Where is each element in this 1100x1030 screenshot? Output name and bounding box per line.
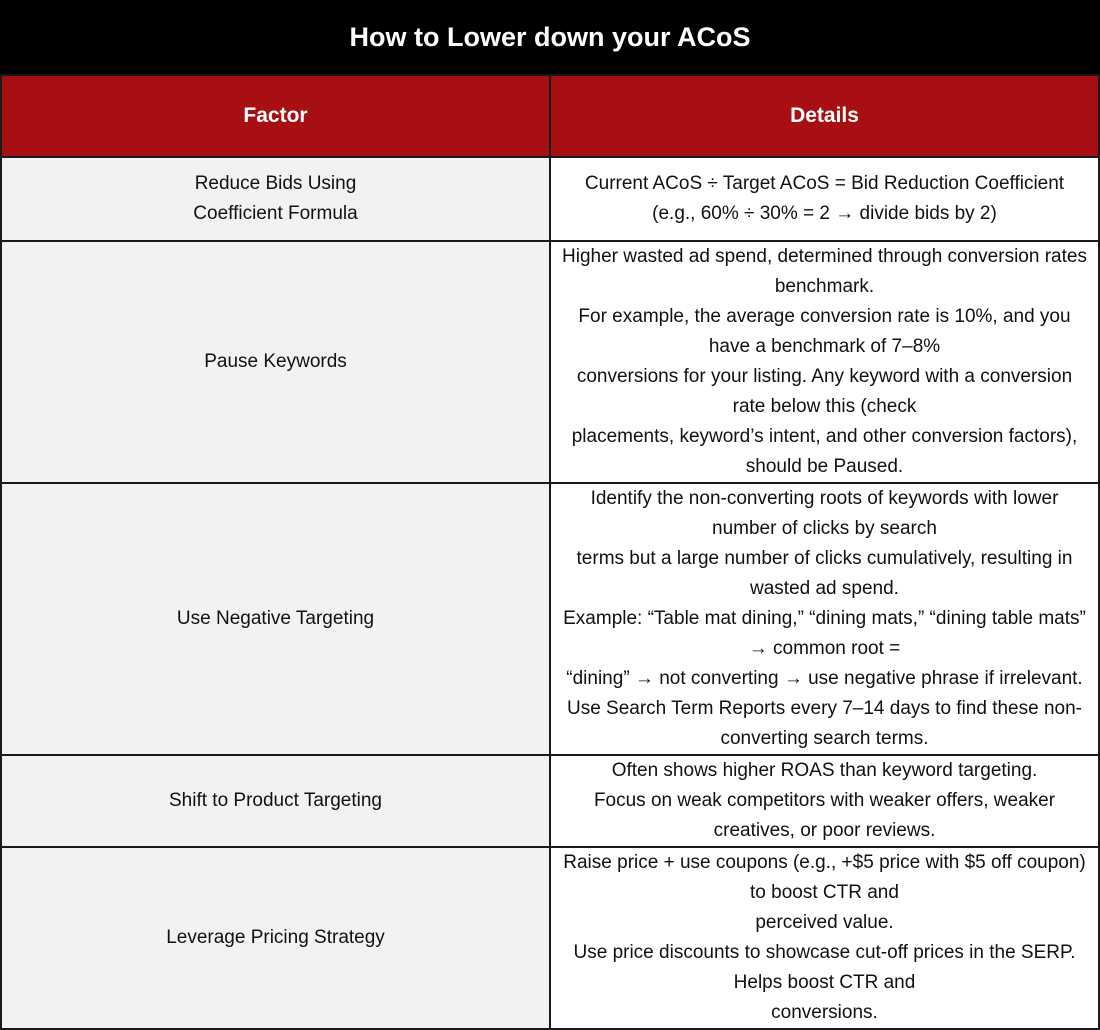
details-cell [550, 755, 1099, 847]
table-row [1, 157, 1099, 241]
factor-line: Use Negative Targeting [176, 608, 375, 629]
table-header-row [1, 75, 1099, 157]
factor-line: Reduce Bids Using [194, 173, 357, 194]
factor-cell [1, 157, 550, 241]
details-line: “dining” → not converting → use negative phrase if irrelevant. [566, 668, 1083, 689]
details-line: Use Search Term Reports every 7–14 days to find these non-converting search terms. [566, 698, 1083, 749]
details-line: Use price discounts to showcase cut-off prices in the SERP. Helps boost CTR and [573, 942, 1076, 993]
table-row [1, 241, 1099, 483]
details-line: Example: “Table mat dining,” “dining mats,” “dining table mats” → common root = [563, 608, 1086, 659]
details-line: Current ACoS ÷ Target ACoS = Bid Reduction Coefficient [584, 173, 1065, 194]
acos-factors-table [0, 74, 1100, 1030]
factor-line: Pause Keywords [204, 351, 347, 372]
factor-line: Shift to Product Targeting [169, 790, 382, 811]
details-line: Focus on weak competitors with weaker offers, weaker creatives, or poor reviews. [593, 790, 1056, 841]
details-cell [550, 847, 1099, 1029]
factor-cell [1, 483, 550, 755]
details-line: For example, the average conversion rate is 10%, and you have a benchmark of 7–8% [578, 306, 1071, 357]
factor-cell [1, 755, 550, 847]
details-line: terms but a large number of clicks cumulatively, resulting in wasted ad spend. [576, 548, 1073, 599]
details-line: perceived value. [755, 912, 894, 933]
factor-line: Coefficient Formula [193, 203, 358, 224]
factor-line: Leverage Pricing Strategy [166, 927, 385, 948]
header-factor: Factor [1, 75, 550, 157]
details-cell [550, 241, 1099, 483]
table-row [1, 483, 1099, 755]
details-line: (e.g., 60% ÷ 30% = 2 → divide bids by 2) [652, 203, 997, 224]
details-cell [550, 483, 1099, 755]
details-line: Identify the non-converting roots of keywords with lower number of clicks by search [590, 488, 1059, 539]
table-row [1, 755, 1099, 847]
factor-cell [1, 847, 550, 1029]
details-line: Raise price + use coupons (e.g., +$5 price with $5 off coupon) to boost CTR and [563, 852, 1086, 903]
page-title: How to Lower down your ACoS [0, 0, 1100, 74]
details-line: conversions for your listing. Any keyword with a conversion rate below this (check [576, 366, 1073, 417]
details-line: Often shows higher ROAS than keyword targeting. [611, 760, 1038, 781]
details-line: conversions. [771, 1002, 878, 1023]
header-details: Details [550, 75, 1099, 157]
table-row [1, 847, 1099, 1029]
details-cell [550, 157, 1099, 241]
details-line: Higher wasted ad spend, determined through conversion rates benchmark. [562, 246, 1087, 297]
factor-cell [1, 241, 550, 483]
details-line: placements, keyword’s intent, and other conversion factors), should be Paused. [571, 426, 1078, 477]
